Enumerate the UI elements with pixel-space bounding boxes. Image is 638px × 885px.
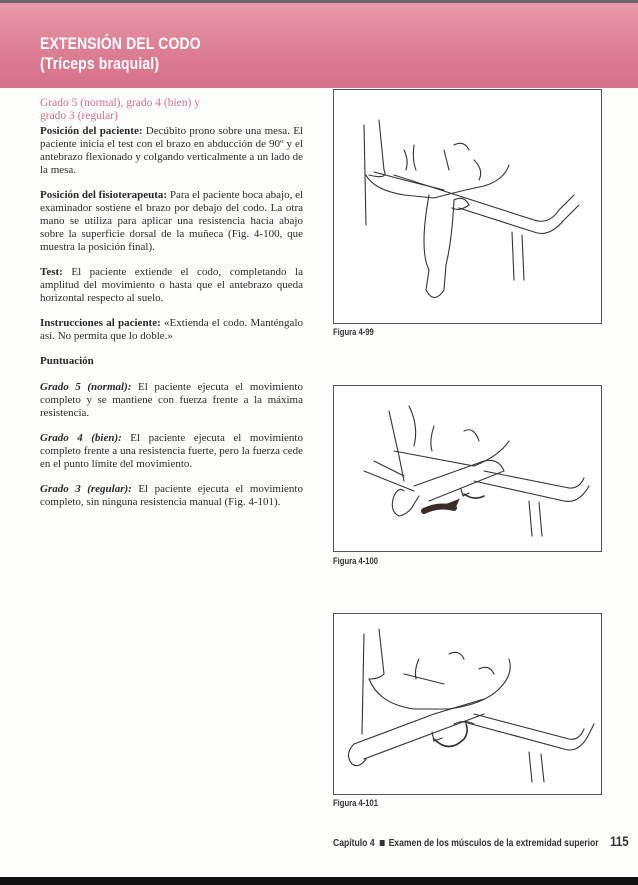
instructions-paragraph [40,317,303,343]
subheading-line-1: Grado 5 (normal), grado 4 (bien) y [40,97,200,109]
figure-4-101 [333,613,602,795]
patient-position-label: Posición del paciente: [40,125,143,137]
title-line-2: (Tríceps braquial) [40,54,160,73]
grade5-label: Grado 5 (normal): [40,381,132,393]
grade5-paragraph [40,381,303,420]
grade3-paragraph [40,483,303,509]
therapist-position-text: Para el paciente boca abajo, el examinador sostiene el brazo por debajo del codo. La otra mano se utiliza para aplicar una resistencia hacia abajo sobre la superficie dorsal de la muñeca (Fig. 4-100, que muestra la posición final). [40,189,304,253]
grade4-label: Grado 4 (bien): [40,432,122,444]
page-title [40,34,201,74]
figure-4-100 [333,385,602,552]
instructions-text: «Extienda el codo. Manténgalo así. No permita que lo doble.» [40,317,303,342]
patient-position-text: Decúbito prono sobre una mesa. El paciente inicia el test con el brazo en abducción de 90º y el antebrazo flexionado y colgando verticalmente a un lado de la mesa. [40,125,303,176]
header-band [0,3,638,88]
subheading-line-2: grado 3 (regular) [40,110,118,122]
title-line-1: EXTENSIÓN DEL CODO [40,34,201,53]
arm-hanging-illustration-icon [334,90,601,323]
arm-extended-illustration-icon [334,614,601,794]
grade3-label: Grado 3 (regular): [40,483,132,495]
therapist-position-label: Posición del fisioterapeuta: [40,189,168,201]
page-footer [333,833,629,849]
figure-4-101-caption: Figura 4-101 [333,798,379,808]
grade3-text: El paciente ejecuta el movimiento completo, sin ninguna resistencia manual (Fig. 4-101). [40,483,303,508]
test-label: Test: [40,266,63,278]
text-column [40,125,303,521]
figure-4-99 [333,89,602,324]
footer-title: Examen de los músculos de la extremidad superior [388,837,599,849]
test-paragraph [40,266,303,305]
grade5-text: El paciente ejecuta el movimiento completo y se mantiene con fuerza frente a la máxima resistencia. [40,381,303,419]
figure-4-99-caption: Figura 4-99 [333,327,374,337]
instructions-label: Instrucciones al paciente: [40,317,161,329]
grade4-text: El paciente ejecuta el movimiento completo frente a una resistencia fuerte, pero la fuerza cede en el punto límite del movimiento. [40,432,303,470]
arm-extension-resistance-illustration-icon [334,386,601,551]
square-bullet-icon [380,840,385,846]
test-text: El paciente extiende el codo, completando la amplitud del movimiento o hasta que el antebrazo queda horizontal respecto al suelo. [40,266,303,304]
page-number: 115 [610,833,629,849]
patient-position-paragraph [40,125,303,177]
scoring-heading: Puntuación [40,355,94,367]
grade4-paragraph [40,432,303,471]
grade-subheading [40,97,280,123]
footer-chapter: Capítulo 4 [333,837,375,849]
therapist-position-paragraph [40,189,303,254]
figure-4-100-caption: Figura 4-100 [333,556,379,566]
bottom-edge-bar [0,877,638,885]
